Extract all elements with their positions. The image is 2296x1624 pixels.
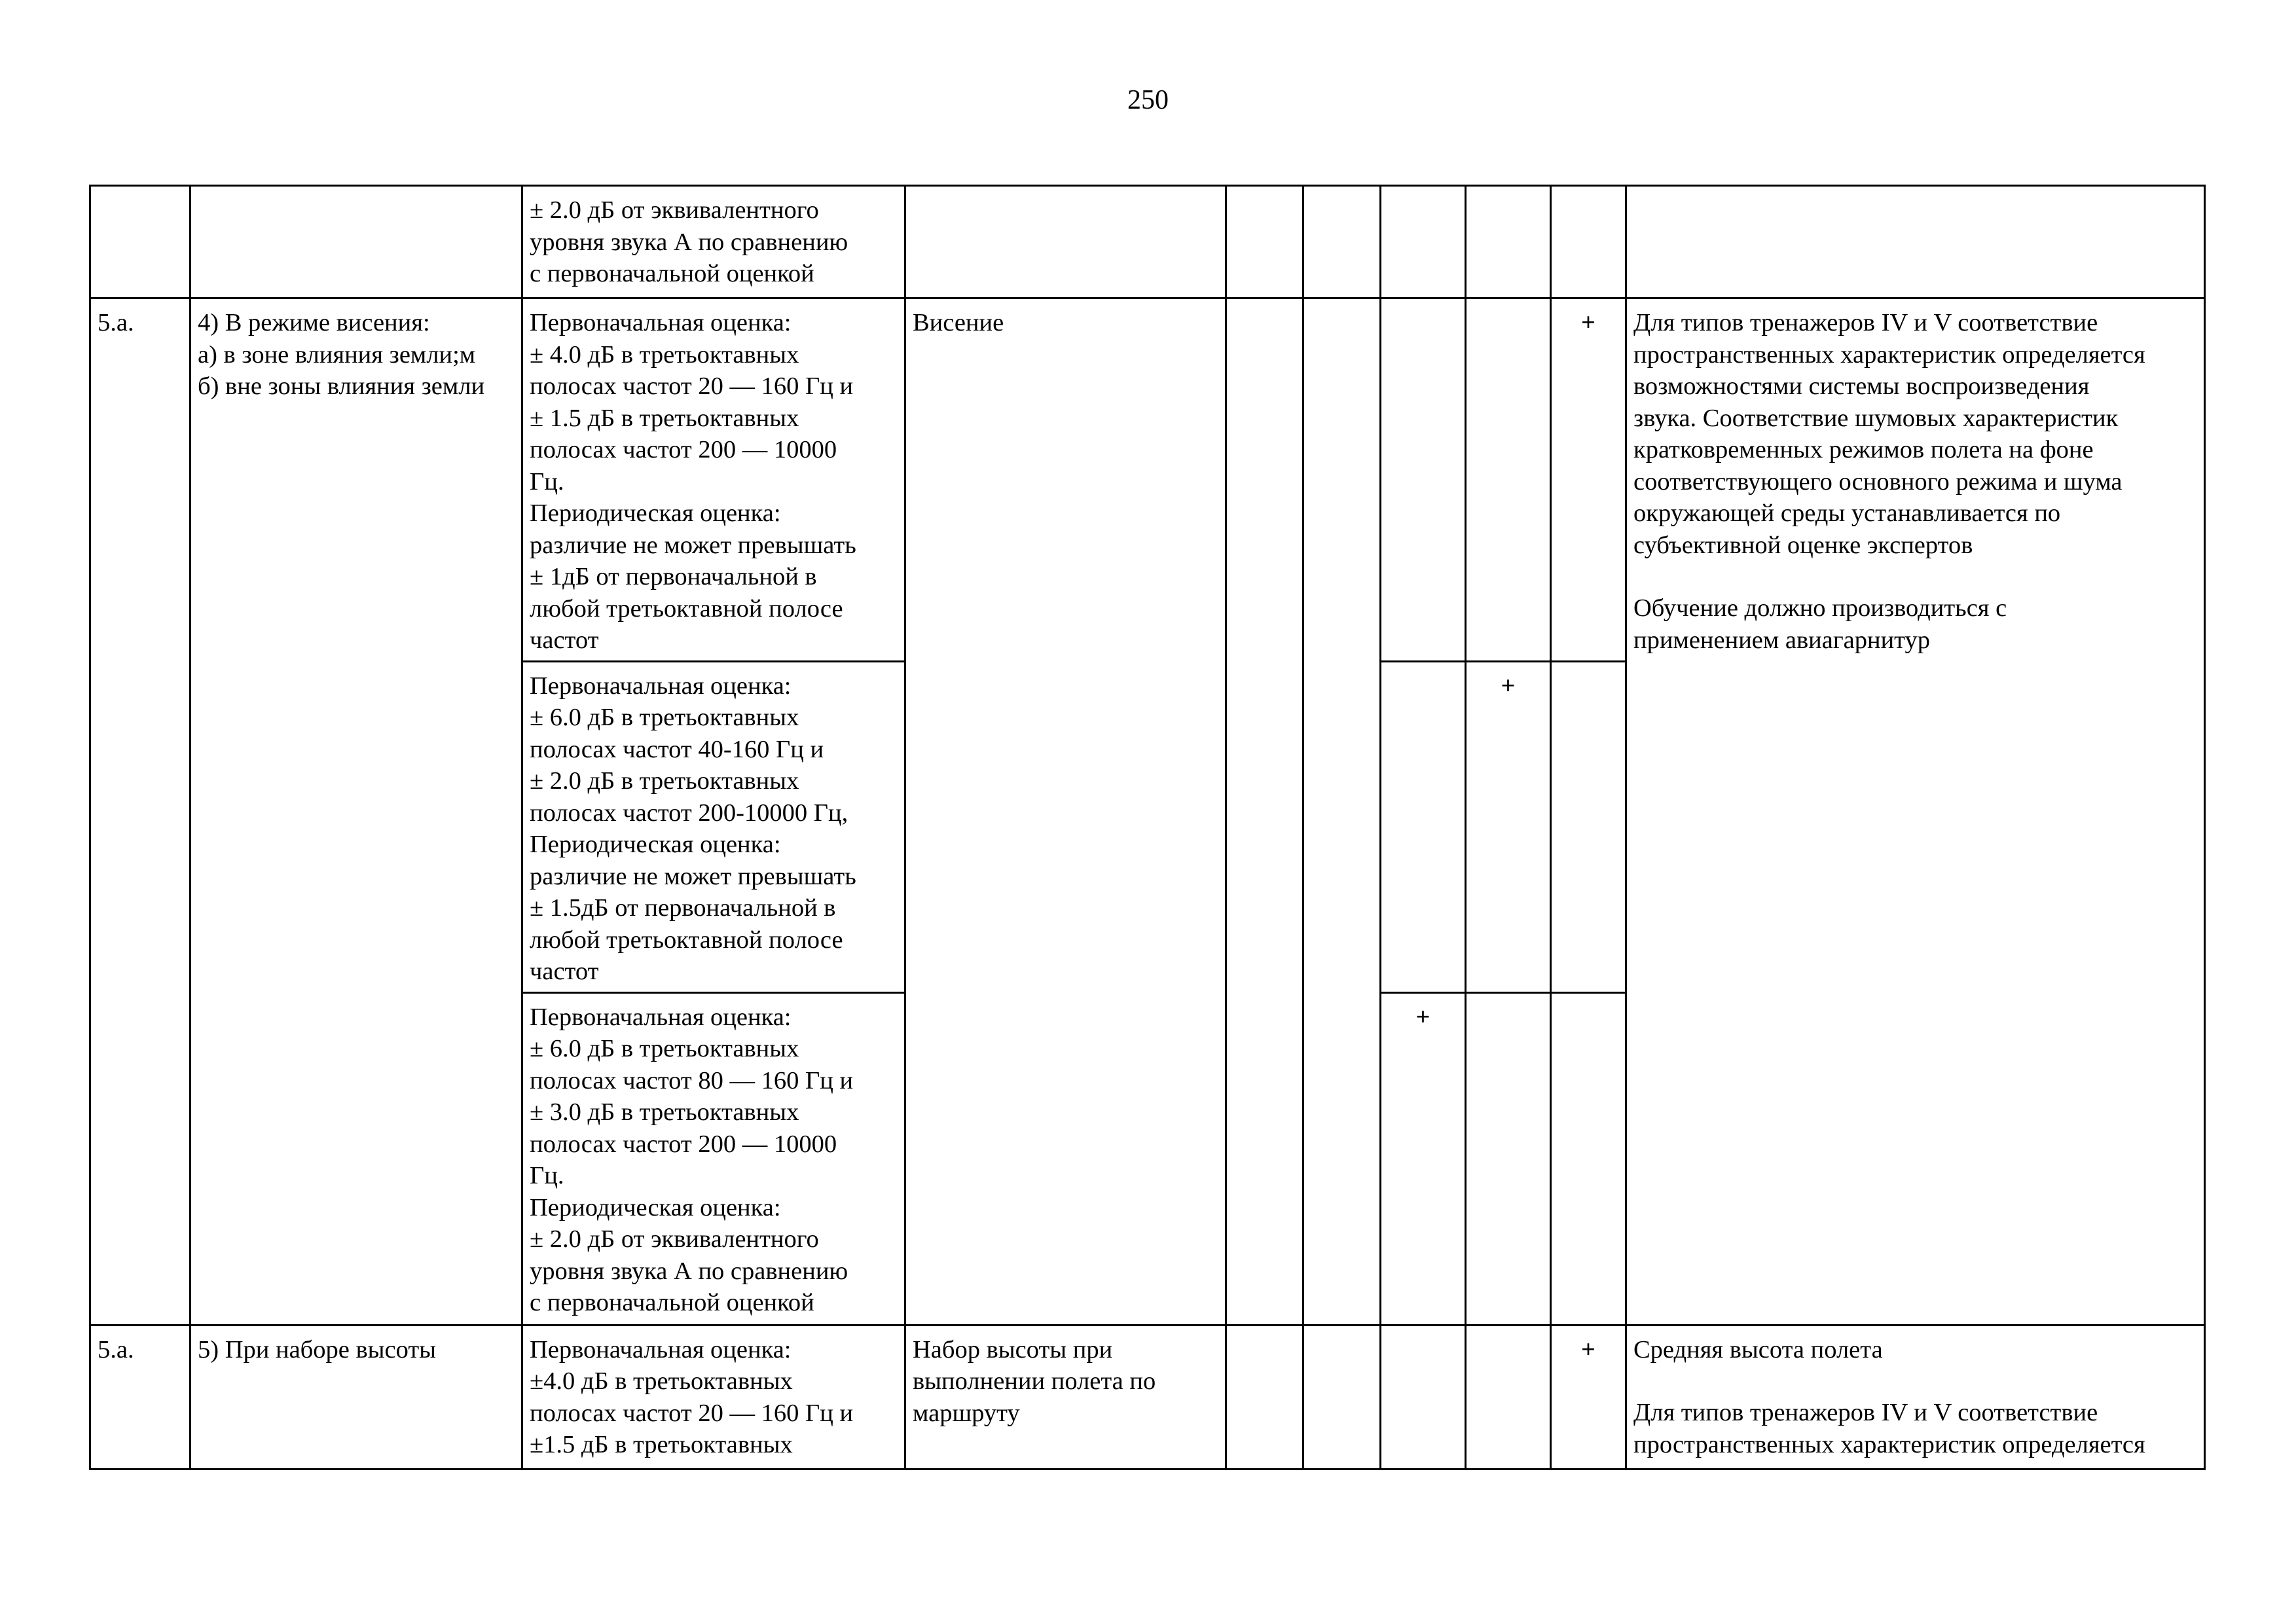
cell-mode — [905, 1325, 1226, 1469]
cell-class-3 — [1381, 298, 1466, 662]
criteria-line: ± 6.0 дБ в третьоктавных — [530, 1035, 799, 1062]
criteria-line: различие не может превышать — [530, 862, 856, 890]
cell-number — [90, 186, 191, 298]
cell-class-3-mark: + — [1381, 992, 1466, 1325]
criteria-line: ± 2.0 дБ от эквивалентного — [530, 196, 819, 224]
cell-class-3 — [1381, 1325, 1466, 1469]
notes-line: соответствующего основного режима и шума — [1633, 467, 2123, 496]
criteria-line: уровня звука А по сравнению — [530, 1257, 848, 1285]
criteria-line: Гц. — [530, 467, 564, 496]
notes-line: Средняя высота полета — [1633, 1335, 1883, 1363]
mode-line: маршруту — [913, 1399, 1020, 1427]
cell-class-3 — [1381, 661, 1466, 992]
criteria-line: полосах частот 80 — 160 Гц и — [530, 1066, 854, 1094]
cell-class-4 — [1466, 186, 1551, 298]
cell-test — [191, 186, 522, 298]
cell-class-1 — [1226, 298, 1303, 1326]
criteria-line: Периодическая оценка: — [530, 1193, 781, 1221]
criteria-line: полосах частот 200 — 10000 — [530, 436, 837, 463]
cell-class-2 — [1303, 1325, 1381, 1469]
notes-line: субъективной оценке экспертов — [1633, 531, 1973, 559]
cell-criteria — [522, 186, 905, 298]
criteria-line: частот — [530, 626, 599, 654]
cell-class-4 — [1466, 992, 1551, 1325]
paragraph-gap — [1633, 561, 2197, 592]
cell-test: 5) При наборе высоты — [191, 1325, 522, 1469]
cell-class-1 — [1226, 1325, 1303, 1469]
criteria-line: частот — [530, 958, 599, 985]
notes-line: пространственных характеристик определяется — [1633, 340, 2145, 369]
cell-class-5-mark: + — [1551, 298, 1626, 662]
criteria-line: Первоначальная оценка: — [530, 1003, 792, 1031]
criteria-line: с первоначальной оценкой — [530, 1289, 814, 1316]
notes-line: звука. Соответствие шумовых характеристик — [1633, 404, 2119, 432]
cell-class-2 — [1303, 186, 1381, 298]
cell-class-5 — [1551, 992, 1626, 1325]
page-number: 250 — [1127, 85, 1169, 115]
table-row-climb — [90, 1325, 2205, 1469]
cell-class-5 — [1551, 661, 1626, 992]
cell-class-3 — [1381, 186, 1466, 298]
cell-class-4 — [1466, 1325, 1551, 1469]
criteria-line: различие не может превышать — [530, 531, 856, 559]
criteria-line: любой третьоктавной полосе — [530, 926, 843, 954]
notes-line: Для типов тренажеров IV и V соответствие — [1633, 309, 2098, 336]
paragraph-gap — [1633, 1365, 2197, 1397]
criteria-line: ± 2.0 дБ в третьоктавных — [530, 767, 799, 795]
cell-class-2 — [1303, 298, 1381, 1326]
cell-criteria — [522, 992, 905, 1325]
notes-line: кратковременных режимов полета на фоне — [1633, 436, 2094, 463]
cell-notes — [1626, 186, 2205, 298]
cell-mode: Висение — [905, 298, 1226, 1326]
criteria-line: Гц. — [530, 1162, 564, 1189]
criteria-line: ± 3.0 дБ в третьоктавных — [530, 1098, 799, 1126]
criteria-line: ± 6.0 дБ в третьоктавных — [530, 704, 799, 731]
cell-notes — [1626, 298, 2205, 1326]
cell-class-4 — [1466, 298, 1551, 662]
cell-criteria — [522, 298, 905, 662]
cell-number: 5.a. — [90, 1325, 191, 1469]
cell-number: 5.a. — [90, 298, 191, 1326]
criteria-line: Первоначальная оценка: — [530, 672, 792, 700]
table-row-continuation — [90, 186, 2205, 298]
criteria-line: полосах частот 40-160 Гц и — [530, 735, 824, 763]
criteria-line: любой третьоктавной полосе — [530, 594, 843, 623]
criteria-line: полосах частот 200 — 10000 — [530, 1130, 837, 1158]
cell-class-4-mark: + — [1466, 661, 1551, 992]
criteria-line: Периодическая оценка: — [530, 831, 781, 858]
notes-line: окружающей среды устанавливается по — [1633, 499, 2061, 527]
test-line: а) в зоне влияния земли;м — [198, 340, 476, 369]
criteria-line: ± 1.5дБ от первоначальной в — [530, 894, 836, 922]
table-row-hover-1 — [90, 298, 2205, 662]
mode-line: выполнении полета по — [913, 1367, 1156, 1395]
criteria-line: Периодическая оценка: — [530, 499, 781, 527]
criteria-line: ± 2.0 дБ от эквивалентного — [530, 1225, 819, 1253]
cell-test — [191, 298, 522, 1326]
cell-mode — [905, 186, 1226, 298]
cell-class-5-mark: + — [1551, 1325, 1626, 1469]
criteria-line: ±4.0 дБ в третьоктавных — [530, 1367, 793, 1395]
notes-line: применением авиагарнитур — [1633, 626, 1930, 654]
criteria-line: ± 4.0 дБ в третьоктавных — [530, 340, 799, 369]
criteria-line: полосах частот 200-10000 Гц, — [530, 799, 848, 827]
notes-line: пространственных характеристик определяется — [1633, 1430, 2145, 1458]
cell-criteria — [522, 661, 905, 992]
notes-line: возможностями системы воспроизведения — [1633, 372, 2090, 400]
mode-line: Набор высоты при — [913, 1335, 1113, 1363]
notes-line: Обучение должно производиться с — [1633, 594, 2007, 622]
criteria-line: полосах частот 20 — 160 Гц и — [530, 1399, 854, 1427]
cell-criteria — [522, 1325, 905, 1469]
criteria-line: полосах частот 20 — 160 Гц и — [530, 372, 854, 400]
criteria-line: ±1.5 дБ в третьоктавных — [530, 1431, 793, 1458]
notes-line: Для типов тренажеров IV и V соответствие — [1633, 1399, 2098, 1426]
criteria-line: Первоначальная оценка: — [530, 1335, 792, 1363]
test-line: б) вне зоны влияния земли — [198, 372, 485, 400]
cell-notes — [1626, 1325, 2205, 1469]
cell-class-5 — [1551, 186, 1626, 298]
criteria-line: уровня звука А по сравнению — [530, 228, 848, 256]
test-line: 4) В режиме висения: — [198, 309, 430, 336]
cell-class-1 — [1226, 186, 1303, 298]
criteria-line: ± 1.5 дБ в третьоктавных — [530, 404, 799, 432]
criteria-line: Первоначальная оценка: — [530, 309, 792, 336]
requirements-table — [89, 185, 2206, 1470]
criteria-line: ± 1дБ от первоначальной в — [530, 563, 817, 590]
criteria-line: с первоначальной оценкой — [530, 260, 814, 287]
